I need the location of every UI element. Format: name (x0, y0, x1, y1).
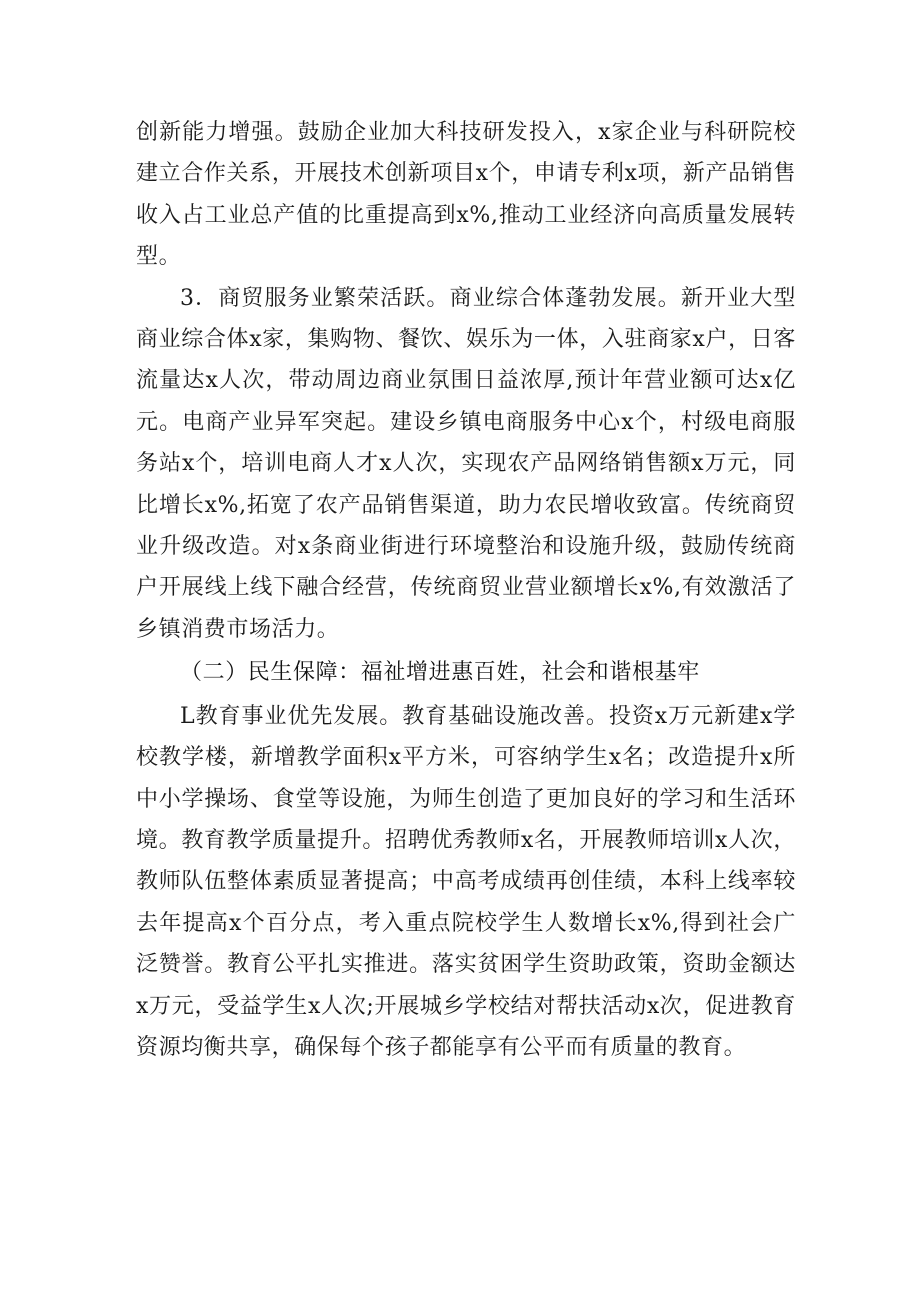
document-body (136, 112, 796, 1068)
section-heading-livelihood: （二）民生保障：福祉增进惠百姓，社会和谐根基牢 (180, 660, 700, 686)
paragraph-commerce-services: 3．商贸服务业繁荣活跃。商业综合体蓬勃发展。新开业大型商业综合体x家，集购物、餐饮、娱乐为一体，入驻商家x户，日客流量达x人次，带动周边商业氛围日益浓厚,预计年营业额可达x亿元。电商产业异军突起。建设乡镇电商服务中心x个，村级电商服务站x个，培训电商人才x人次，实现农产品网络销售额x万元，同比增长x%,拓宽了农产品销售渠道，助力农民增收致富。传统商贸业升级改造。对x条商业街进行环境整治和设施升级，鼓励传统商户开展线上线下融合经营，传统商贸业营业额增长x%,有效激活了乡镇消费市场活力。 (136, 285, 796, 642)
paragraph-innovation: 创新能力增强。鼓励企业加大科技研发投入，x家企业与科研院校建立合作关系，开展技术创新项目x个，申请专利x项，新产品销售收入占工业总产值的比重提高到x%,推动工业经济向高质量发展转型。 (136, 120, 796, 270)
paragraph-education: L教育事业优先发展。教育基础设施改善。投资x万元新建x学校教学楼，新增教学面积x平方米，可容纳学生x名；改造提升x所中小学操场、食堂等设施，为师生创造了更加良好的学习和生活环境。教育教学质量提升。招聘优秀教师x名，开展教师培训x人次，教师队伍整体素质显著提高；中高考成绩再创佳绩，本科上线率较去年提高x个百分点，考入重点院校学生人数增长x%,得到社会广泛赞誉。教育公平扎实推进。落实贫困学生资助政策，资助金额达x万元，受益学生x人次;开展城乡学校结对帮扶活动x次，促进教育资源均衡共享，确保每个孩子都能享有公平而有质量的教育。 (136, 703, 796, 1060)
